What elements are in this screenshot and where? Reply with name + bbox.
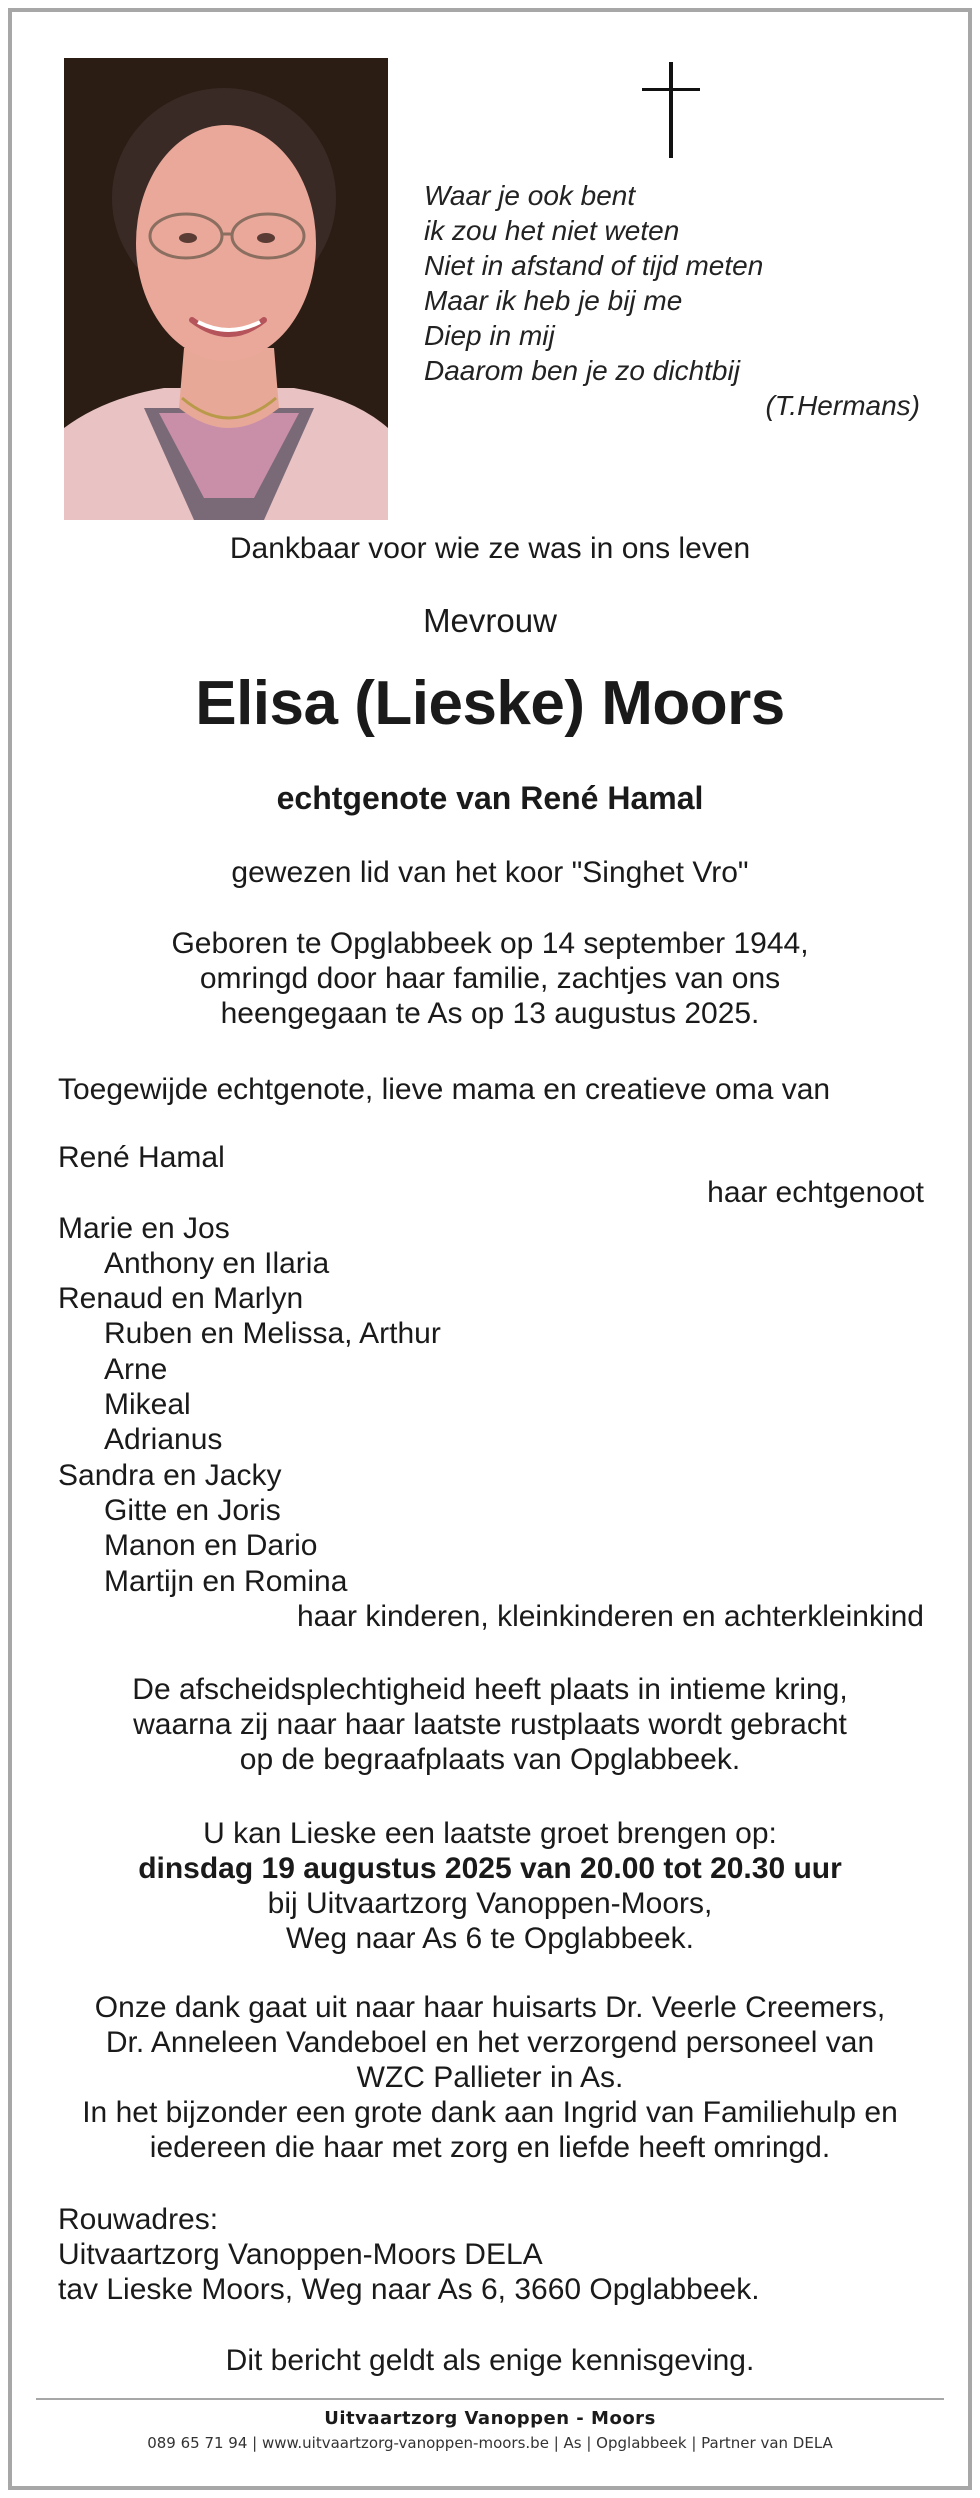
poem-line: Diep in mij [424,320,555,351]
family-member: Renaud en Marlyn [58,1282,304,1316]
gratitude-line: WZC Pallieter in As. [356,2061,624,2094]
gratitude-line: Onze dank gaat uit naar haar huisarts Dr. Veerle Creemers, [94,1991,886,2024]
service-paragraph [0,1672,980,1777]
family-member: Marie en Jos [58,1211,230,1245]
poem-line: Daarom ben je zo dichtbij [424,355,740,386]
family-member: Anthony en Ilaria [104,1246,330,1280]
family-list [58,1140,924,1634]
poem-author: (T.Hermans) [765,390,920,421]
poem [424,178,924,423]
family-member: Gitte en Joris [104,1493,281,1527]
husband-relation: haar echtgenoot [707,1176,924,1210]
visit-line: U kan Lieske een laatste groet brengen op: [203,1817,777,1850]
birth-line: heengegaan te As op 13 augustus 2025. [220,997,760,1030]
salutation: Mevrouw [423,602,557,639]
family-member: Sandra en Jacky [58,1458,282,1492]
poem-line: ik zou het niet weten [424,215,680,246]
spouse-line: echtgenote van René Hamal [276,780,704,816]
service-line: De afscheidsplechtigheid heeft plaats in intieme kring, [132,1673,848,1706]
service-line: op de begraafplaats van Opglabbeek. [239,1743,741,1776]
gratitude-line: In het bijzonder een grote dank aan Ingrid van Familiehulp en [82,2096,898,2129]
notice-line: Dit bericht geldt als enige kennisgeving. [225,2344,755,2377]
gratitude-line: Dr. Anneleen Vandeboel en het verzorgend personeel van [105,2026,875,2059]
birth-line: omringd door haar familie, zachtjes van ons [199,962,781,995]
footer-divider [36,2398,944,2400]
family-member: Martijn en Romina [104,1564,348,1598]
service-line: waarna zij naar haar laatste rustplaats wordt gebracht [133,1708,847,1741]
family-intro: Toegewijde echtgenote, lieve mama en creatieve oma van [58,1073,831,1106]
mourning-address [58,2202,760,2307]
visit-line: bij Uitvaartzorg Vanoppen-Moors, [267,1887,713,1920]
address-line: Uitvaartzorg Vanoppen-Moors DELA [58,2238,543,2271]
visit-datetime: dinsdag 19 augustus 2025 van 20.00 tot 20.30 uur [138,1852,842,1885]
poem-line: Maar ik heb je bij me [424,285,683,316]
family-member: Arne [104,1352,168,1386]
gratitude-paragraph [0,1990,980,2165]
thanks-heading: Dankbaar voor wie ze was in ons leven [229,532,751,565]
footer-company: Uitvaartzorg Vanoppen - Moors [324,2408,656,2429]
poem-line: Niet in afstand of tijd meten [424,250,764,281]
deceased-name: Elisa (Lieske) Moors [195,669,785,738]
cross-icon [640,60,702,160]
visit-line: Weg naar As 6 te Opglabbeek. [285,1922,695,1955]
family-member: Adrianus [104,1423,223,1457]
portrait-photo [64,58,388,520]
husband-name: René Hamal [58,1141,225,1174]
address-line: tav Lieske Moors, Weg naar As 6, 3660 Opglabbeek. [58,2273,760,2306]
birth-line: Geboren te Opglabbeek op 14 september 1944, [171,927,809,960]
birth-death-paragraph [0,926,980,1031]
visitation-paragraph [0,1816,980,1956]
choir-line: gewezen lid van het koor "Singhet Vro" [231,856,749,889]
family-member: Ruben en Melissa, Arthur [104,1317,441,1351]
footer-contact: 089 65 71 94 | www.uitvaartzorg-vanoppen-moors.be | As | Opglabbeek | Partner van DELA [147,2434,833,2452]
address-label: Rouwadres: [58,2203,219,2236]
family-member: Mikeal [104,1388,191,1422]
gratitude-line: iedereen die haar met zorg en liefde heeft omringd. [149,2131,831,2164]
family-member: Manon en Dario [104,1529,318,1563]
members-relation: haar kinderen, kleinkinderen en achterkleinkind [296,1599,924,1633]
poem-line: Waar je ook bent [424,180,636,211]
